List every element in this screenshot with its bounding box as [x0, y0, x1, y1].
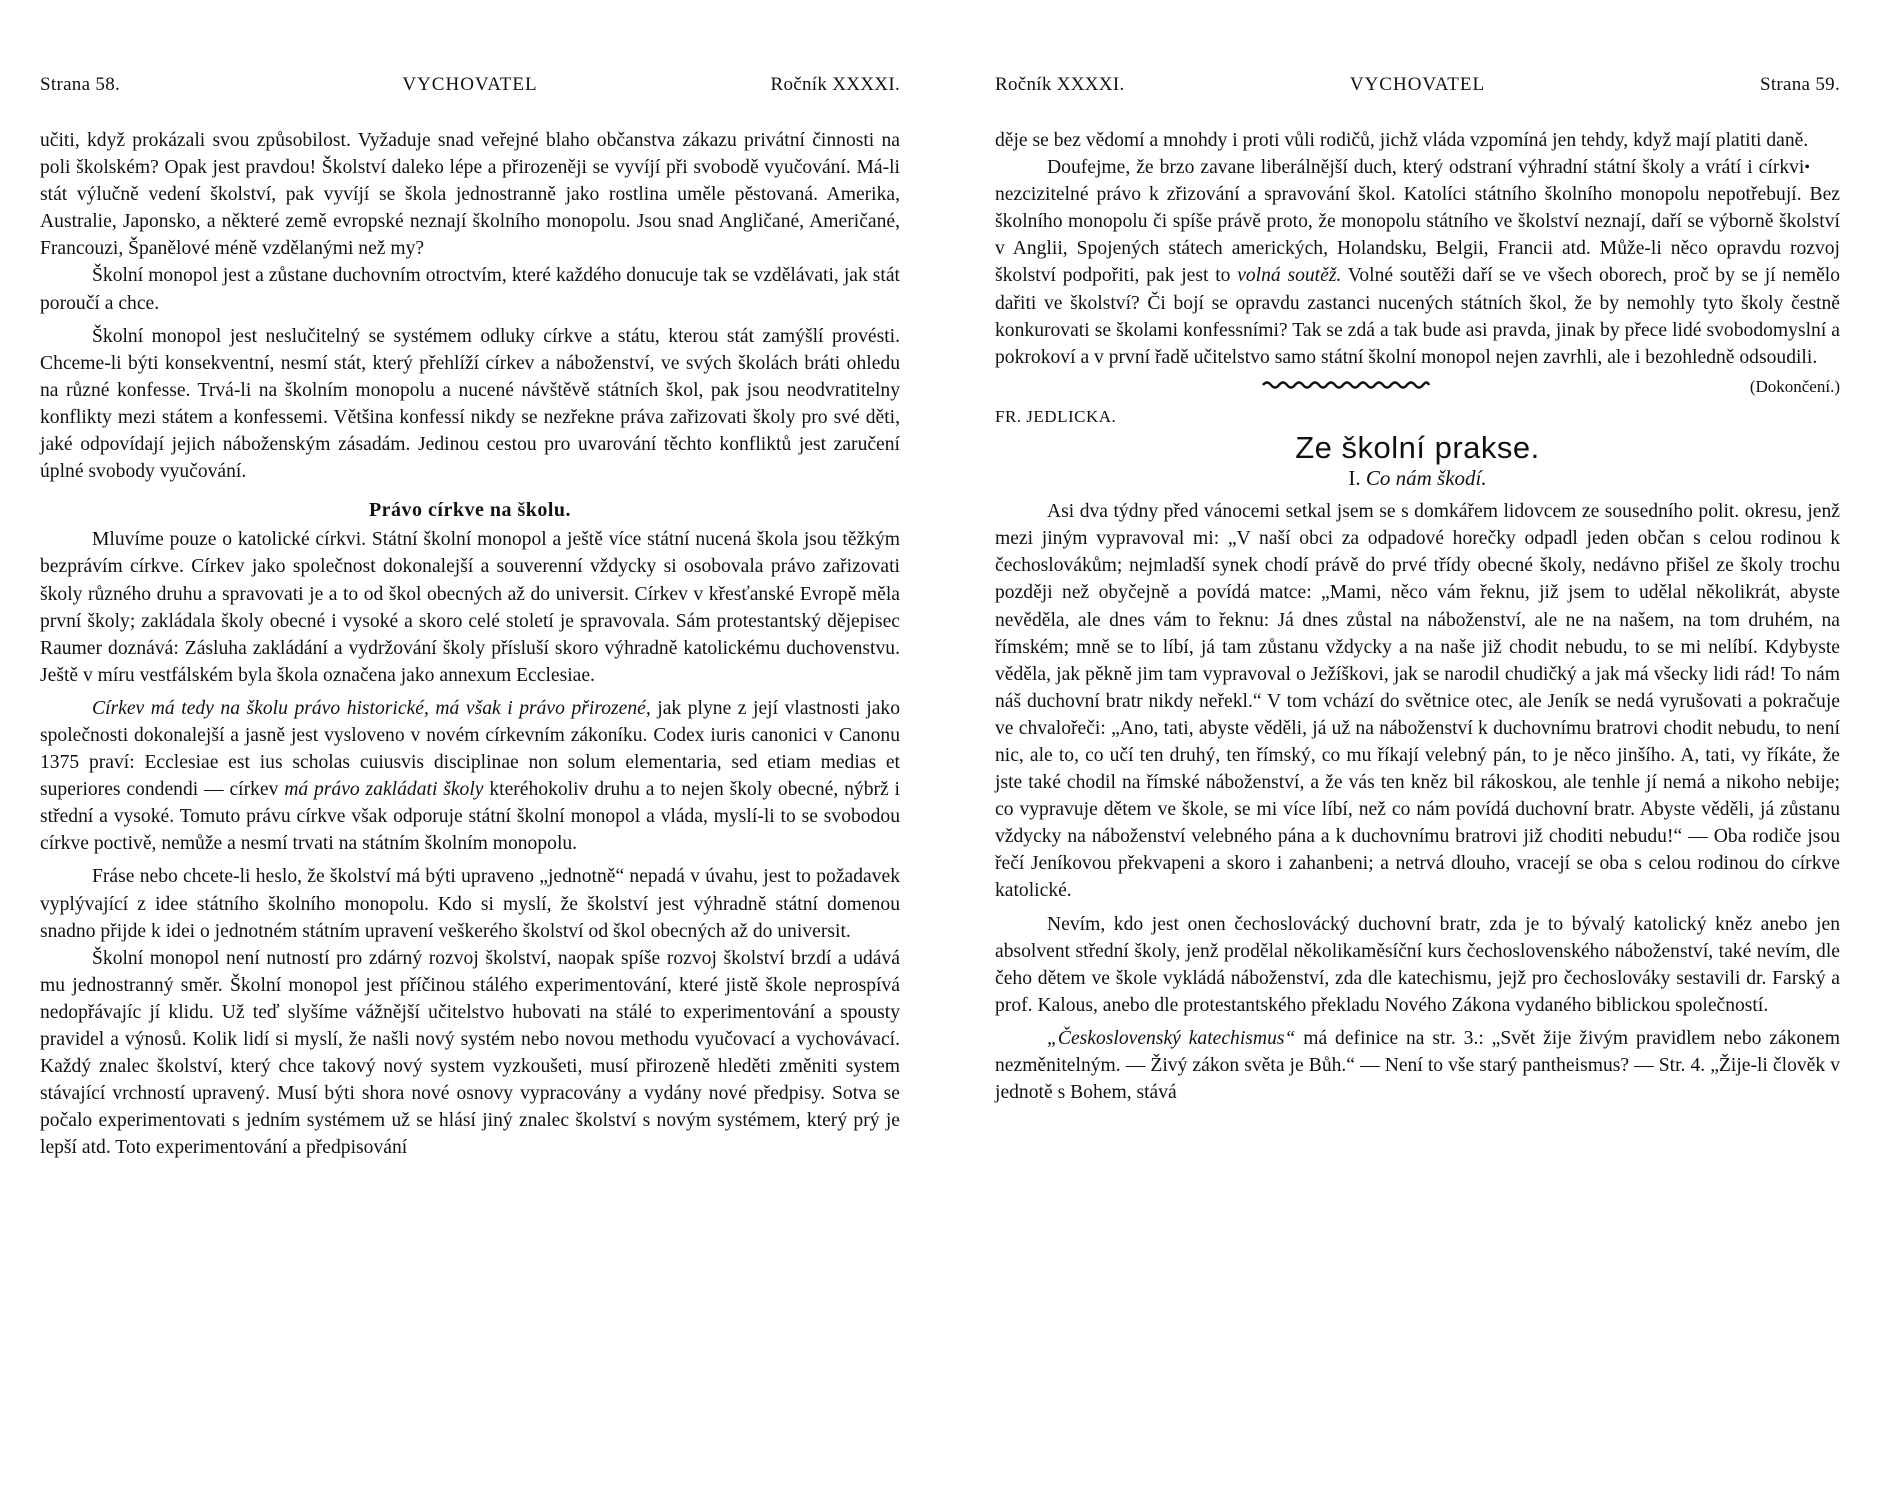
left-paragraph-4: Mluvíme pouze o katolické církvi. Státní školní monopol a ještě více státní nucená škola jsou těžkým bezprávím církve. Církev jako společnost dokonalejší a souverenní vždycky si osobovala právo zařizovati školy různého druhu a spravovati je a to od škol obecných až do universit. Církev v křesťanské Evropě měla první školy; zakládala školy obecné i vysoké a skoro celé století je spravovala. Sám protestantský dějepisec Raumer doznává: Zásluha zakládání a vydržování školy přísluší skoro výhradně katolickému duchovenstvu. Ještě v míru vestfálském byla škola označena jako annexum Ecclesiae. — [40, 529, 900, 686]
paragraph-text: jak plyne z její vlastnosti jako společnosti dokonalejší a jasně jest vysloveno v novém církevním zákoníku. Codex iuris canonici v Canonu 1375 praví: Ecclesiae est ius scholas cuiusvis disciplinae non solum elementaria, sed etiam medias et superiores condendi — církev — [40, 697, 900, 801]
left-body-text — [40, 127, 900, 1161]
paragraph-text: děje se bez vědomí a mnohdy i proti vůli rodičů, jichž vláda vzpomíná jen tehdy, když mají platiti daně. — [995, 130, 1809, 151]
right-body-text — [995, 127, 1840, 1106]
section-title: Co nám škodí. — [1365, 466, 1487, 491]
paragraph-text: Volné soutěži daří se ve všech oborech, proč by se jí nemělo dařiti ve školství? Či bojí se opravdu zastanci nucených státních škol, že by nemohly tyto školy čestně konkurovati se školami konfessními? Tak se zdá a tak bude asi pravda, jinak by přece lidé svobodomyslní a pokrokoví a v první řadě učitelstvo samo státní školní monopol nejen zavrhli, ale i bezohledně odsoudili. — [995, 265, 1841, 368]
right-paragraph-3: Asi dva týdny před vánocemi setkal jsem se s domkářem lidovcem ze sousedního polit. okresu, jenž mezi jiným vypravoval mi: „V naší obci za odpadové horečky odpadl jeden občan s celou rodinou k čechoslovákům; nejmladší synek chodí právě do prvé třídy obecné školy, nedávno přišel ze školy trochu později než obyčejně a povídá matce: „Mami, něco vám řeknu, již jsem to udělal několikrát, abyste nevěděla, ale dnes vám to řeknu: Já dnes zůstal na náboženství, ale ne na našem, na tom druhém, na římském; mně se to líbí, já tam zůstanu vždycky a na naše již chodit nebudu, to se mi nelíbí. Kdybyste věděla, jak pěkně jim tam vypravoval o Ježíškovi, jak se narodil chudičký a jak má všecky lidi rád! To nám náš duchovní bratr nikdy neřekl.“ V tom vchází do světnice otec, ale Jeník se nedá vyrušovati a pokračuje ve chvalořeči: „Ano, tati, abyste věděli, já už na náboženství k duchovnímu bratrovi chodit nebudu, to není nic, ale to, co učí ten druhý, ten římský, co mu říkají velebný pán, to je něco jinšího. A, tati, vy říkáte, že jste také chodil na římské náboženství, a že vás ten kněz bil rákoskou, ale tenhle jí nemá a nikoho nebije; co vypravuje dětem ve škole, se mi více líbí, než co nám povídá duchovní bratr. Abyste věděli, já zůstanu vždycky na náboženství velebného pána a k duchovnímu bratrovi již choditi nebudu!“ — Oba rodiče jsou řečí Jeníkovou překvapeni a skoro i zahanbeni; a netrvá dlouho, vracejí se oba s celou rodinou do církve katolické. — [995, 501, 1840, 902]
italic-phrase: „Československý katechismus“ — [1047, 1027, 1296, 1049]
left-paragraph-7: Školní monopol není nutností pro zdárný rozvoj školství, naopak spíše rozvoj školství brzdí a udává mu jednostranný směr. Školní monopol jest příčinou stálého experimentování, které jistě škole neprospívá nedopřávajíc jí klidu. Už teď slyšíme vážnější učitelstvo hubovati na stálé to experimentování a spousty pravidel a výnosů. Kolik lidí si myslí, že našli nový systém nebo novou methodu vyučovací a vychovávací. Každý znalec školství, který chce takový nový system vyzkoušeti, musí přirozeně hleděti změniti system stávající vrchností upravený. Musí býti shora nové osnovy vypracovány a vydány nové předpisy. Sotva se počalo experimentovati s jedním systémem už se hlásí jiný znalec školství s novým systémem, který prý je lepší atd. Toto experimentování a předpisování — [40, 947, 900, 1159]
left-page-number: Strana 58. — [40, 74, 121, 95]
italic-phrase: volná soutěž. — [1237, 265, 1342, 287]
right-volume: Ročník XXXXI. — [995, 74, 1125, 95]
right-page-number: Strana 59. — [1759, 74, 1840, 95]
italic-lead: Církev má tedy na školu právo historické, má však i právo přirozené, — [92, 697, 651, 719]
stray-dot: • — [1804, 159, 1810, 177]
left-running-header — [40, 74, 900, 100]
right-paragraph-2 — [995, 154, 1841, 396]
right-journal-title: VYCHOVATEL — [1349, 74, 1486, 95]
left-paragraph-1: učiti, když prokázali svou způsobilost. Vyžaduje snad veřejné blaho občanstva zákazu privátní činnosti na poli školském? Opak jest pravdou! Školství daleko lépe a přirozeněji se vyvíjí při svobodě vyučování. Má-li stát výlučně vedení školství, pak vyvíjí se škola jednostranně jako rostlina uměle pěstovaná. Amerika, Australie, Japonsko, a některé země evropské neznají školního monopolu. Jsou snad Angličané, Američané, Francouzi, Španělové méně vzdělanými než my? — [40, 130, 900, 260]
left-paragraph-2: Školní monopol jest a zůstane duchovním otroctvím, které každého donucuje tak se vzdělávati, jak stát poroučí a chce. — [40, 265, 900, 314]
article-author: FR. JEDLICKA. — [995, 406, 1117, 426]
continued-note: (Dokončení.) — [1749, 376, 1840, 396]
right-paragraph-4: Nevím, kdo jest onen čechoslovácký duchovní bratr, zda je to bývalý katolický kněz anebo jen absolvent střední školy, jenž prodělal několikaměsíční kurs čechoslovenského náboženství, také nevím, dle čeho dětem ve škole vykládá náboženství, zda dle katechismu, jejž pro čechoslováky sestavili dr. Farský a prof. Kalous, anebo dle protestantského překladu Nového Zákona vydaného biblickou společností. — [995, 913, 1840, 1016]
left-paragraph-5 — [40, 695, 900, 858]
right-running-header — [995, 74, 1840, 100]
section-divider-ornament — [1261, 379, 1431, 391]
left-paragraph-6: Fráse nebo chcete-li heslo, že školství má býti upraveno „jednotně“ nepadá v úvahu, jest to požadavek vyplývající z idee státního školního monopolu. Kdo si myslí, že školství jest výhradně státní domenou snadno přijde k idei o jednotném státním upravení veškerého školství od škol obecných až do universit. — [40, 866, 900, 942]
right-page — [995, 0, 1840, 1500]
paragraph-text: kteréhokoliv druhu a to nejen školy obecné, nýbrž i střední a vysoké. Tomuto právu církve však odporuje státní školní monopol a vláda, myslí-li to se svobodou církve poctivě, nemůže a nesmí trvati na státním školním monopolu. — [40, 779, 900, 855]
section-number: I. — [1348, 466, 1361, 491]
left-journal-title: VYCHOVATEL — [402, 74, 538, 95]
section-heading — [995, 465, 1840, 492]
left-volume: Ročník XXXXI. — [770, 74, 900, 95]
paragraph-text: má definice na str. 3.: „Svět žije živým pravidlem nebo zákonem nezměnitelným. — Živý zákon světa je Bůh.“ — Není to vše starý pantheismus? — Str. 4. „Žije-li člověk v jednotě s Bohem, stává — [995, 1027, 1840, 1104]
paragraph-text: Doufejme, že brzo zavane liberálnější duch, který odstraní výhradní státní školy a vrátí i církvi nezcizitelné právo k zřizování a spravování škol. Katolíci státního školního monopolu nepotřebují. Bez školního monopolu či spíše právě proto, že monopolu státního ve školství neznají, daří se výborně školství v Anglii, Spojených státech amerických, Holandsku, Belgii, Francii atd. Může-li něco opravdu rozvoj školství podpořiti, pak jest to — [995, 157, 1840, 287]
italic-phrase: má právo zakládati školy — [284, 779, 484, 801]
article-title: Ze školní prakse. — [1295, 429, 1540, 465]
right-paragraph-1 — [995, 127, 1840, 177]
left-paragraph-3: Školní monopol jest neslučitelný se systémem odluky církve a státu, kterou stát zamýšlí provésti. Chceme-li býti konsekventní, nesmí stát, který přehlíží církev a náboženství, ve svých školách bráti ohledu na různé konfesse. Trvá-li na školním monopolu a nucené návštěvě státních škol, pak jsou neodvratitelny konflikty mezi státem a konfessemi. Většina konfessí nikdy se nezřekne práva zařizovati školy pro své děti, jaké odpovídají jejich náboženským zásadám. Jedinou cestou pro uvarování těchto konfliktů jest zaručení úplné svobody vyučování. — [40, 325, 900, 483]
left-page — [40, 0, 900, 1500]
right-paragraph-5 — [995, 1025, 1840, 1106]
left-subheading: Právo církve na školu. — [368, 499, 572, 522]
